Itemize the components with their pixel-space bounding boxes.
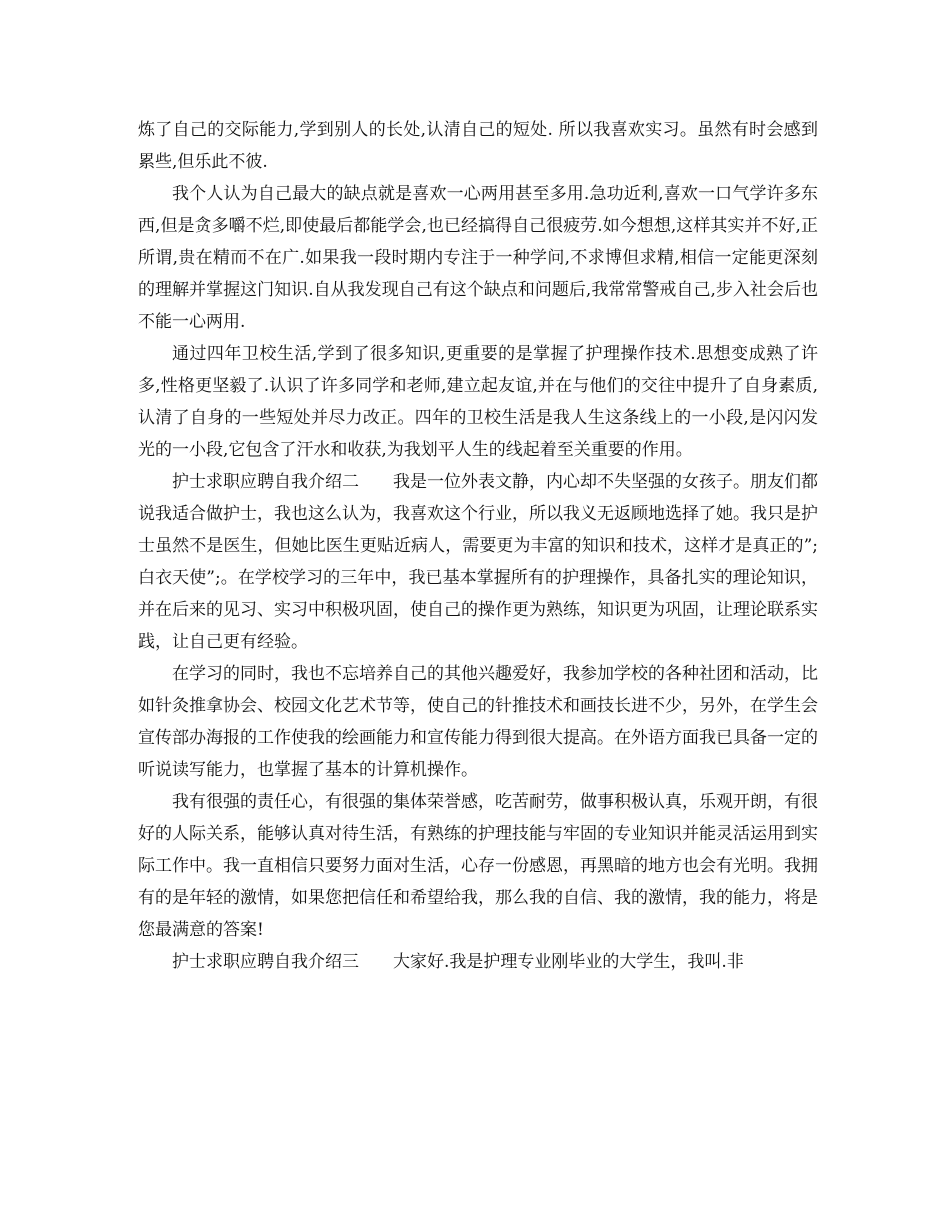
paragraph: 通过四年卫校生活,学到了很多知识,更重要的是掌握了护理操作技术.思想变成熟了许多,性格更坚毅了.认识了许多同学和老师,建立起友谊,并在与他们的交往中提升了自身素质,认清了自身的一些短处并尽力改正。四年的卫校生活是我人生这条线上的一小段,是闪闪发光的一小段,它包含了汗水和收获,为我划平人生的线起着至关重要的作用。 bbox=[138, 344, 818, 460]
document-body bbox=[138, 114, 818, 978]
paragraph: 我个人认为自己最大的缺点就是喜欢一心两用甚至多用.急功近利,喜欢一口气学许多东西,但是贪多嚼不烂,即使最后都能学会,也已经搞得自己很疲劳.如今想想,这样其实并不好,正所谓,贵在精而不在广.如果我一段时期内专注于一种学问,不求博但求精,相信一定能更深刻的理解并掌握这门知识.自从我发现自己有这个缺点和问题后,我常常警戒自己,步入社会后也不能一心两用. bbox=[138, 184, 818, 332]
paragraph: 护士求职应聘自我介绍二 我是一位外表文静，内心却不失坚强的女孩子。朋友们都说我适合做护士，我也这么认为，我喜欢这个行业，所以我义无返顾地选择了她。我只是护士虽然不是医生，但她比医生更贴近病人，需要更为丰富的知识和技术，这样才是真正的”;白衣天使”;。在学校学习的三年中，我已基本掌握所有的护理操作，具备扎实的理论知识，并在后来的见习、实习中积极巩固，使自己的操作更为熟练，知识更为巩固，让理论联系实践，让自己更有经验。 bbox=[138, 472, 818, 652]
paragraph: 护士求职应聘自我介绍三 大家好.我是护理专业刚毕业的大学生，我叫.非 bbox=[172, 952, 744, 972]
paragraph: 在学习的同时，我也不忘培养自己的其他兴趣爱好，我参加学校的各种社团和活动，比如针灸推拿协会、校园文化艺术节等，使自己的针推技术和画技长进不少，另外，在学生会宣传部办海报的工作使我的绘画能力和宣传能力得到很大提高。在外语方面我已具备一定的听说读写能力，也掌握了基本的计算机操作。 bbox=[138, 664, 818, 780]
paragraph: 我有很强的责任心，有很强的集体荣誉感，吃苦耐劳，做事积极认真，乐观开朗，有很好的人际关系，能够认真对待生活，有熟练的护理技能与牢固的专业知识并能灵活运用到实际工作中。我一直相信只要努力面对生活，心存一份感恩，再黑暗的地方也会有光明。我拥有的是年轻的激情，如果您把信任和希望给我，那么我的自信、我的激情，我的能力，将是您最满意的答案! bbox=[138, 792, 818, 940]
paragraph: 炼了自己的交际能力,学到别人的长处,认清自己的短处. 所以我喜欢实习。虽然有时会感到累些,但乐此不彼. bbox=[138, 120, 818, 172]
